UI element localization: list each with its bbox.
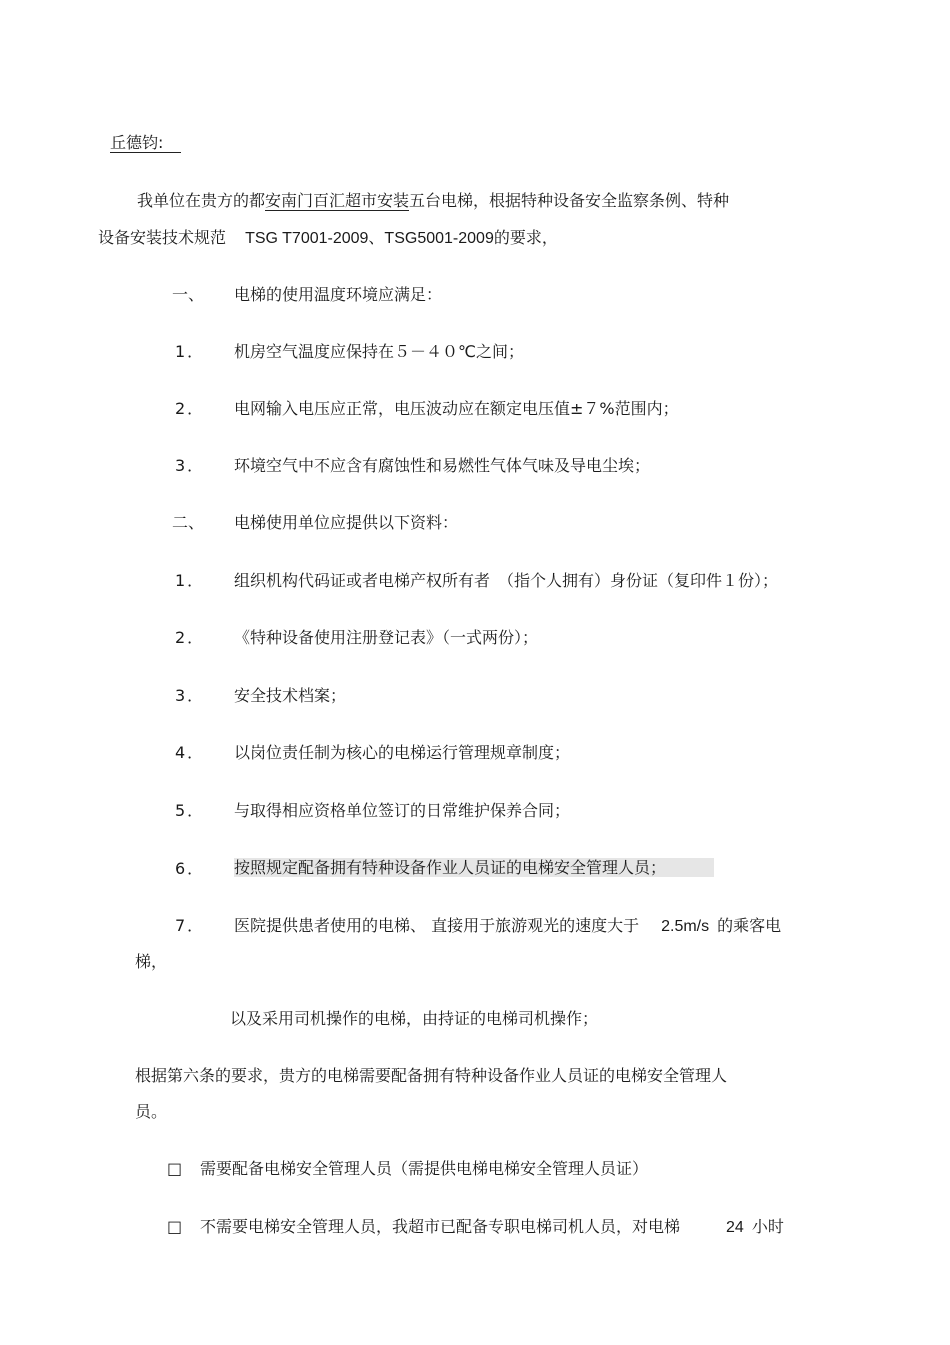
highlighted-requirement: 按照规定配备拥有特种设备作业人员证的电梯安全管理人员；	[234, 858, 714, 877]
list-item-number: 1．	[175, 342, 206, 361]
list-item-number: 7．	[175, 916, 206, 935]
conclusion-line-1: 根据第六条的要求，贵方的电梯需要配备拥有特种设备作业人员证的电梯安全管理人	[135, 1066, 728, 1085]
speed-value: 2.5m/s	[661, 918, 710, 935]
section-1-title: 电梯的使用温度环境应满足：	[234, 285, 443, 304]
list-item-number: 1．	[175, 571, 206, 590]
hours-value: 24	[726, 1219, 744, 1236]
intro-text: 我单位在贵方的都	[137, 191, 266, 210]
list-item-7-line-3: 以及采用司机操作的电梯，由持证的电梯司机操作；	[230, 1009, 599, 1028]
list-item-number: 5．	[175, 801, 206, 820]
intro-line-1	[137, 191, 729, 211]
intro-text: 五台电梯，根据特种设备安全监察条例、特种	[409, 191, 730, 210]
section-1-marker: 一、	[172, 285, 205, 304]
option-text: 小时	[751, 1217, 784, 1236]
list-item-number: 2．	[175, 399, 206, 418]
list-item-text-highlighted	[234, 858, 714, 878]
list-item-text: 医院提供患者使用的电梯、 直接用于旅游观光的速度大于	[234, 916, 640, 935]
list-item-number: 4．	[175, 743, 206, 762]
checkbox-icon[interactable]: □	[167, 1159, 183, 1178]
list-item-7-line-1	[234, 916, 781, 937]
list-item-7-line-2: 梯，	[135, 952, 168, 971]
list-item-number: 2．	[175, 628, 206, 647]
list-item-text: 机房空气温度应保持在５－４０℃之间；	[234, 342, 524, 361]
intro-line-2	[98, 228, 558, 249]
intro-location-underlined: 安南门百汇超市安装	[265, 191, 410, 210]
list-item-text: 以岗位责任制为核心的电梯运行管理规章制度；	[234, 743, 571, 762]
list-item-text: 与取得相应资格单位签订的日常维护保养合同；	[234, 801, 571, 820]
option-need-safety-manager: 需要配备电梯安全管理人员（需提供电梯电梯安全管理人员证）	[200, 1159, 649, 1178]
section-2-marker: 二、	[172, 513, 205, 532]
list-item-text: 电网输入电压应正常，电压波动应在额定电压值±７%范围内；	[234, 399, 679, 418]
list-item-text: 《特种设备使用注册登记表》（一式两份）；	[234, 628, 539, 647]
conclusion-line-2: 员。	[135, 1102, 168, 1121]
salutation: 丘德钧:	[110, 133, 181, 153]
intro-text: 的要求，	[493, 228, 558, 247]
list-item-text: 环境空气中不应含有腐蚀性和易燃性气体气味及导电尘埃；	[234, 456, 651, 475]
list-item-text: 组织机构代码证或者电梯产权所有者 （指个人拥有）身份证（复印件１份）；	[234, 571, 779, 590]
salutation-line	[110, 133, 181, 153]
list-item-number: 3．	[175, 456, 206, 475]
list-item-text: 的乘客电	[717, 916, 782, 935]
regulation-codes: TSG T7001-2009、TSG5001-2009	[245, 230, 494, 247]
list-item-number: 3．	[175, 686, 206, 705]
option-text: 不需要电梯安全管理人员，我超市已配备专职电梯司机人员，对电梯	[200, 1217, 681, 1236]
list-item-number: 6．	[175, 859, 206, 878]
option-no-safety-manager	[200, 1217, 784, 1238]
section-2-title: 电梯使用单位应提供以下资料：	[234, 513, 459, 532]
list-item-text: 安全技术档案；	[234, 686, 347, 705]
intro-text: 设备安装技术规范	[98, 228, 232, 247]
checkbox-icon[interactable]: □	[167, 1217, 183, 1236]
